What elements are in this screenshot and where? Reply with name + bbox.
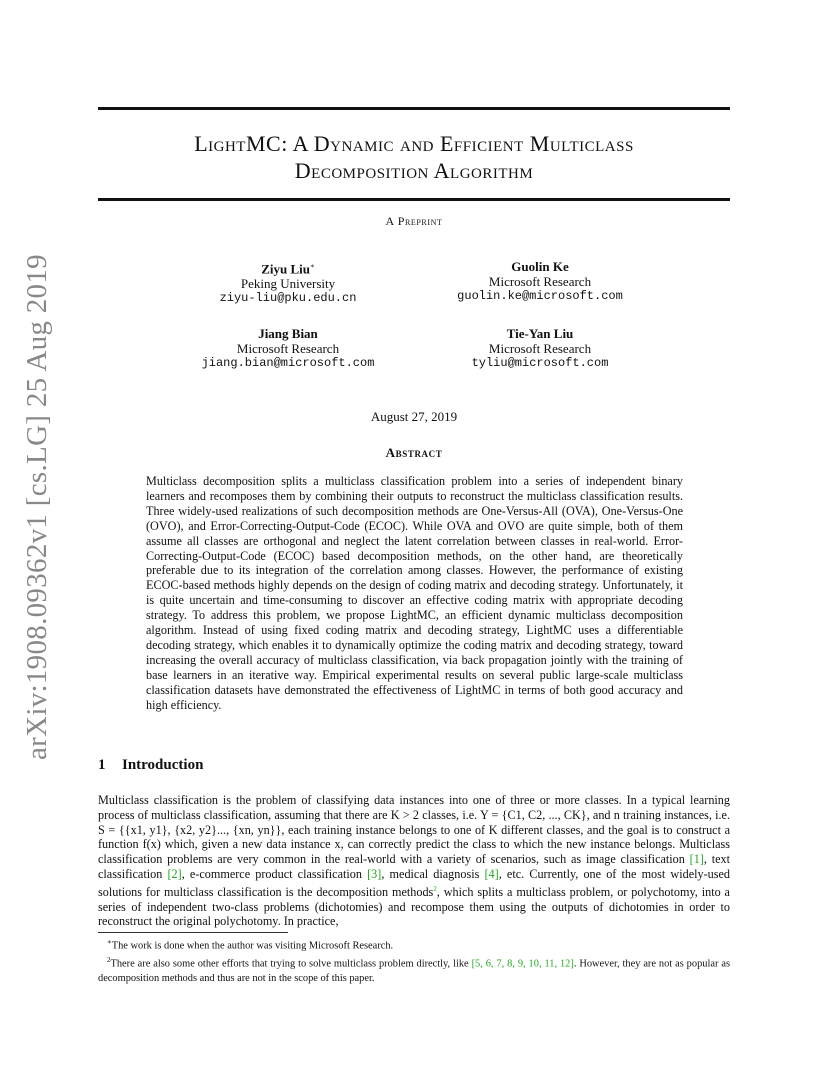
author-email: ziyu-liu@pku.edu.cn (219, 291, 357, 306)
footnote-mark: ∗ (107, 938, 112, 946)
footnote-2 (98, 953, 730, 985)
footnote-mark: 2 (107, 956, 111, 965)
section-title: Introduction (122, 757, 204, 773)
author-email: jiang.bian@microsoft.com (201, 356, 375, 370)
abstract-heading: Abstract (385, 445, 443, 460)
footnotes (98, 935, 730, 986)
intro-text: , e-commerce product classification (181, 866, 368, 881)
author-affiliation: Peking University (240, 276, 336, 292)
section-heading-introduction (98, 757, 203, 774)
author-footnote-mark: ∗ (310, 262, 315, 270)
intro-text: Multiclass classification is the problem of classifying data instances into one of three or more classes. In a typical learning process of multiclass classification, assuming that there are K > 2 classes, i.e. Y = {C1, C2, ..., CK}, and n training instances, i.e. S = {{x1, y1}, {x2, y2}..., {xn, yn}}, each training instance belongs to one of K different classes, and the goal is to construct a function f(x) which, given a new data instance x, can correctly predict the class to which the new instance belongs. Multiclass classification problems are very common in the real-world with a variety of scenarios, such as image classification (98, 793, 730, 867)
author-name: Ziyu Liu (261, 261, 310, 277)
author-affiliation: Microsoft Research (488, 274, 592, 289)
author-affiliation: Microsoft Research (488, 341, 592, 356)
intro-text: , text classification (98, 852, 731, 881)
author-block-2 (410, 259, 670, 304)
author-block-1 (158, 259, 418, 306)
citation-link[interactable]: [2] (167, 866, 182, 881)
footnote-text: . However, they are not as popular as decomposition methods and thus are not in the scope of this paper. (98, 958, 730, 984)
paper-date: August 27, 2019 (370, 409, 458, 424)
preprint-label: A Preprint (385, 214, 443, 228)
footnote-divider (98, 932, 288, 933)
author-name: Guolin Ke (511, 259, 569, 274)
intro-text: , which splits a multiclass problem, or polychotomy, into a series of independent two-class problems (dichotomies) and recompose them using the outputs of dichotomies in order to reconstruct the original polychotomy. In practice, (98, 884, 730, 929)
section-number: 1 (98, 757, 106, 773)
author-email: guolin.ke@microsoft.com (457, 289, 623, 303)
intro-text: , medical diagnosis (381, 866, 485, 881)
footnote-ref-link[interactable]: 2 (433, 884, 437, 893)
citation-link[interactable]: [4] (484, 866, 499, 881)
intro-text: , etc. Currently, one of the most widely-used solutions for multiclass classification is the decomposition methods (98, 866, 731, 899)
paper-title-line2: Decomposition Algorithm (294, 158, 534, 183)
citation-link[interactable]: [5, 6, 7, 8, 9, 10, 11, 12] (471, 958, 574, 970)
author-block-4 (410, 326, 670, 371)
paper-title-line1: LightMC: A Dynamic and Efficient Multiclass (194, 131, 634, 156)
author-affiliation: Microsoft Research (236, 341, 340, 356)
footnote-1 (98, 935, 730, 953)
author-name: Jiang Bian (258, 326, 318, 341)
author-name: Tie-Yan Liu (506, 326, 574, 341)
arxiv-sidebar-stamp: arXiv:1908.09362v1 [cs.LG] 25 Aug 2019 (21, 254, 53, 760)
citation-link[interactable]: [1] (689, 852, 704, 867)
introduction-paragraph (98, 793, 730, 929)
author-block-3 (158, 326, 418, 371)
footnote-text: The work is done when the author was visiting Microsoft Research. (111, 940, 394, 952)
title-top-rule (98, 107, 730, 110)
title-bottom-rule (98, 198, 730, 201)
author-email: tyliu@microsoft.com (471, 356, 609, 370)
abstract-text: Multiclass decomposition splits a multiclass classification problem into a series of independent binary learners and recomposes them by combining their outputs to reconstruct the multiclass classification results. Three widely-used realizations of such decomposition methods are One-Versus-All (OVA), One-Versus-One (OVO), and Error-Correcting-Output-Code (ECOC). While OVA and OVO are quite simple, both of them assume all classes are orthogonal and neglect the latent correlation between classes in real-world. Error-Correcting-Output-Code (ECOC) based decomposition methods, on the other hand, are theoretically preferable due to its integration of the correlation among classes. However, the performance of existing ECOC-based methods highly depends on the design of coding matrix and decoding strategy. Unfortunately, it is quite uncertain and time-consuming to discover an effective coding matrix with appropriate decoding strategy. To address this problem, we propose LightMC, an efficient dynamic multiclass decomposition algorithm. Instead of using fixed coding matrix and decoding strategy, LightMC uses a differentiable decoding strategy, which enables it to dynamically optimize the coding matrix and decoding strategy, toward increasing the overall accuracy of multiclass classification, via back propagation jointly with the training of base learners in an iterative way. Empirical experimental results on several public large-scale multiclass classification datasets have demonstrated the effectiveness of LightMC in terms of both good accuracy and high efficiency. (146, 474, 683, 712)
footnote-text: There are also some other efforts that trying to solve multiclass problem directly, like (110, 958, 472, 970)
citation-link[interactable]: [3] (367, 866, 382, 881)
